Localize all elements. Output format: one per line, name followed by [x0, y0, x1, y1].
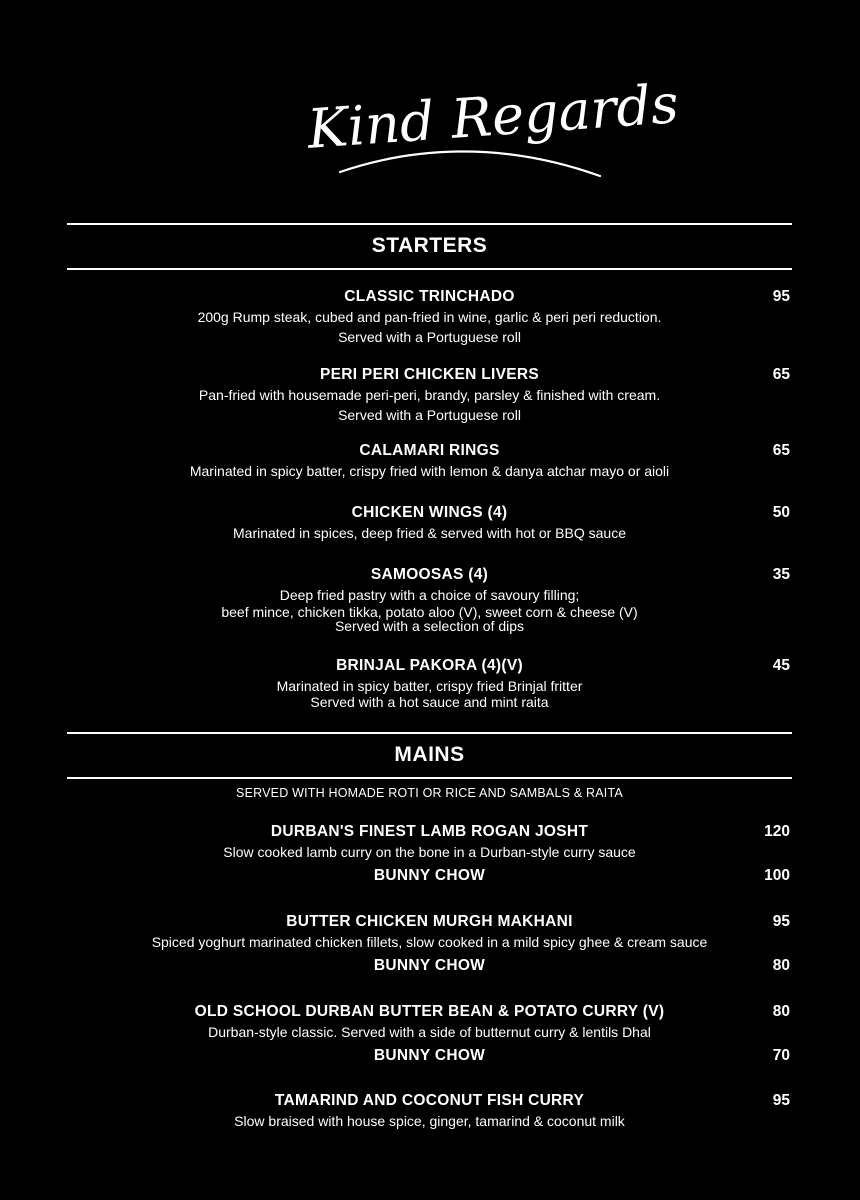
menu-item	[67, 565, 792, 633]
item-name: TAMARIND AND COCONUT FISH CURRY	[274, 1092, 585, 1109]
item-price: 100	[764, 867, 790, 884]
item-name: BUNNY CHOW	[373, 1047, 486, 1064]
item-price: 35	[772, 566, 790, 583]
menu-item	[67, 1002, 792, 1042]
item-name: BUTTER CHICKEN MURGH MAKHANI	[286, 913, 573, 930]
item-name: BUNNY CHOW	[373, 867, 486, 884]
item-price: 65	[772, 366, 790, 383]
item-name: OLD SCHOOL DURBAN BUTTER BEAN & POTATO CURRY (V)	[194, 1003, 665, 1020]
bunny-chow-option	[67, 866, 792, 886]
divider	[67, 223, 792, 225]
divider	[67, 268, 792, 270]
menu-item	[67, 287, 792, 347]
item-price: 80	[772, 957, 790, 974]
item-description: Marinated in spices, deep fried & served with hot or BBQ sauce	[233, 525, 626, 541]
svg-text:Kind Regards: Kind Regards	[305, 72, 681, 161]
item-description: Deep fried pastry with a choice of savoury filling;	[279, 587, 580, 603]
item-name: BUNNY CHOW	[373, 957, 486, 974]
item-price: 80	[772, 1003, 790, 1020]
menu-item	[67, 441, 792, 481]
item-price: 95	[772, 288, 790, 305]
item-description: Served with a selection of dips	[334, 618, 525, 634]
item-description: Served with a Portuguese roll	[338, 329, 521, 345]
item-description: Served with a hot sauce and mint raita	[310, 694, 549, 710]
item-name: CALAMARI RINGS	[359, 442, 500, 459]
item-description: 200g Rump steak, cubed and pan-fried in wine, garlic & peri peri reduction.	[197, 309, 662, 325]
divider	[67, 732, 792, 734]
item-name: PERI PERI CHICKEN LIVERS	[319, 366, 540, 383]
menu-item	[67, 503, 792, 543]
menu-item	[67, 822, 792, 862]
item-name: BRINJAL PAKORA (4)(V)	[336, 657, 523, 674]
item-price: 95	[772, 913, 790, 930]
bunny-chow-option	[67, 956, 792, 976]
section-title-starters: STARTERS	[371, 234, 488, 257]
item-description: Served with a Portuguese roll	[338, 407, 521, 423]
item-description: Slow cooked lamb curry on the bone in a Durban-style curry sauce	[223, 844, 636, 860]
mains-serving-note: SERVED WITH HOMADE ROTI OR RICE AND SAMBALS & RAITA	[236, 786, 623, 800]
item-description: Durban-style classic. Served with a side of butternut curry & lentils Dhal	[208, 1024, 651, 1040]
item-name: SAMOOSAS (4)	[370, 566, 489, 583]
kind-regards-logo	[300, 70, 681, 185]
item-price: 65	[772, 442, 790, 459]
item-price: 120	[764, 823, 790, 840]
item-price: 70	[772, 1047, 790, 1064]
item-name: CHICKEN WINGS (4)	[351, 504, 508, 521]
item-price: 45	[772, 657, 790, 674]
item-price: 95	[772, 1092, 790, 1109]
menu-item	[67, 365, 792, 425]
item-description: Spiced yoghurt marinated chicken fillets, slow cooked in a mild spicy ghee & cream sauce	[151, 934, 708, 950]
item-name: CLASSIC TRINCHADO	[344, 288, 515, 305]
menu-item	[67, 656, 792, 709]
item-description: beef mince, chicken tikka, potato aloo (V), sweet corn & cheese (V)	[221, 604, 638, 620]
menu-item	[67, 1091, 792, 1131]
item-description: Marinated in spicy batter, crispy fried with lemon & danya atchar mayo or aioli	[189, 463, 670, 479]
item-price: 50	[772, 504, 790, 521]
item-description: Slow braised with house spice, ginger, tamarind & coconut milk	[234, 1113, 625, 1129]
divider	[67, 777, 792, 779]
item-name: DURBAN'S FINEST LAMB ROGAN JOSHT	[270, 823, 589, 840]
item-description: Pan-fried with housemade peri-peri, brandy, parsley & finished with cream.	[198, 387, 661, 403]
item-description: Marinated in spicy batter, crispy fried Brinjal fritter	[276, 678, 583, 694]
bunny-chow-option	[67, 1046, 792, 1066]
section-title-mains: MAINS	[394, 743, 465, 766]
menu-item	[67, 912, 792, 952]
